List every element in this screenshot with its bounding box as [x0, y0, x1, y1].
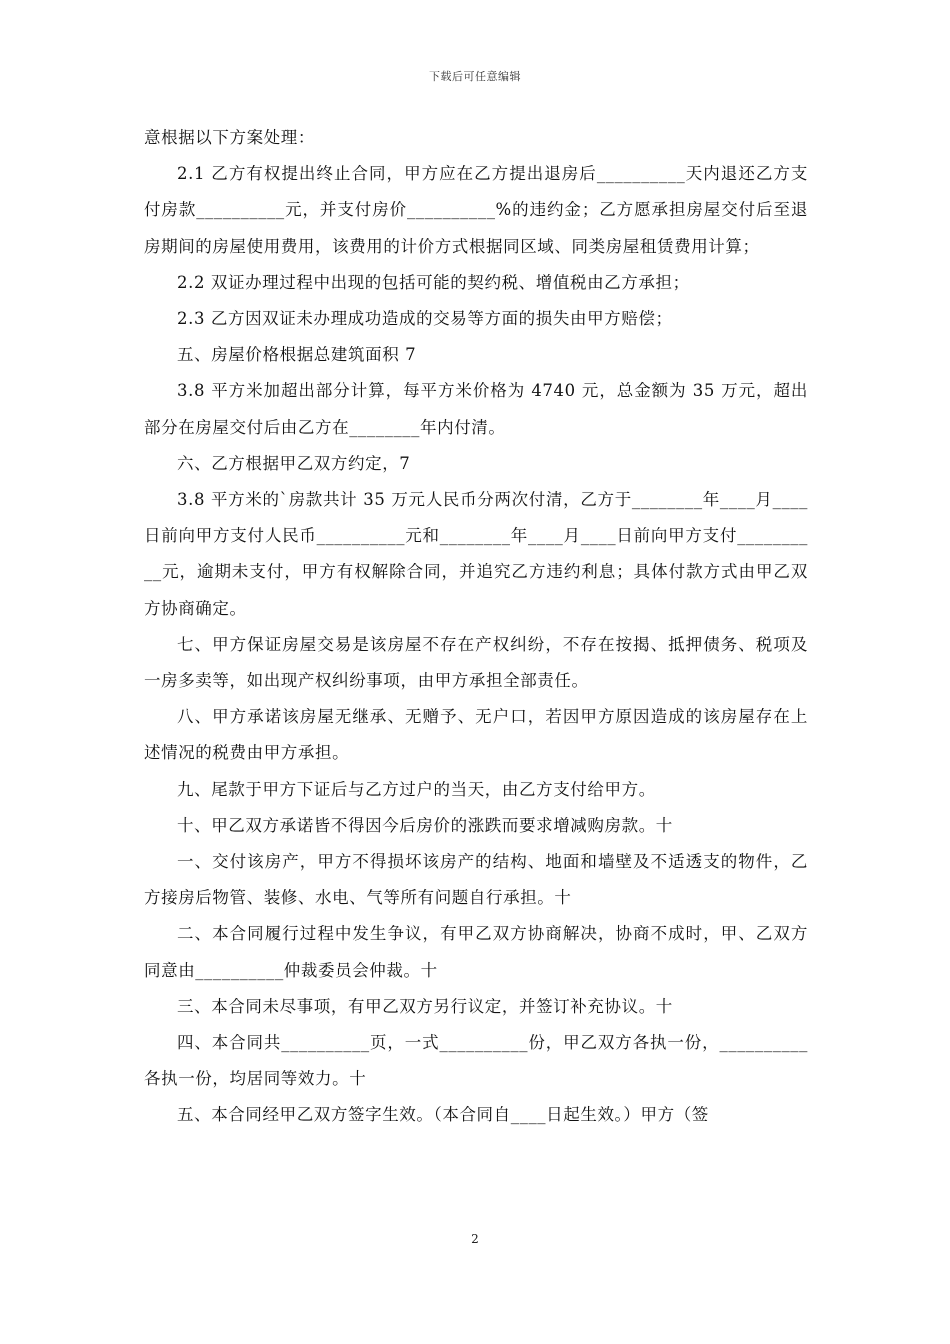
paragraph: 八、甲方承诺该房屋无继承、无赠予、无户口，若因甲方原因造成的该房屋存在上述情况的税费由甲方承担。 — [144, 707, 808, 763]
paragraph: 意根据以下方案处理： — [144, 128, 315, 147]
paragraph: 三、本合同未尽事项，有甲乙双方另行议定，并签订补充协议。十 — [177, 996, 673, 1016]
page-number: 2 — [471, 1232, 479, 1246]
paragraph: 五、房屋价格根据总建筑面积 7 — [177, 345, 417, 365]
paragraph: 二、本合同履行过程中发生争议，有甲乙双方协商解决，协商不成时，甲、乙双方同意由__________仲裁委员会仲裁。十 — [144, 924, 808, 980]
paragraph: 2.3 乙方因双证未办理成功造成的交易等方面的损失由甲方赔偿； — [177, 309, 673, 329]
paragraph: 十、甲乙双方承诺皆不得因今后房价的涨跌而要求增减购房款。十 — [177, 815, 673, 835]
paragraph: 五、本合同经甲乙双方签字生效。（本合同自____日起生效。）甲方（签 — [177, 1105, 709, 1125]
paragraph: 四、本合同共__________页，一式__________份，甲乙双方各执一份，__________各执一份，均居同等效力。十 — [144, 1033, 808, 1089]
paragraph: 六、乙方根据甲乙双方约定，7 — [177, 453, 411, 473]
paragraph: 一、交付该房产，甲方不得损坏该房产的结构、地面和墙壁及不适透支的物件，乙方接房后物管、装修、水电、气等所有问题自行承担。十 — [144, 852, 808, 908]
paragraph: 3.8 平方米加超出部分计算，每平方米价格为 4740 元，总金额为 35 万元，超出部分在房屋交付后由乙方在________年内付清。 — [144, 381, 808, 437]
paragraph: 2.1 乙方有权提出终止合同，甲方应在乙方提出退房后__________天内退还乙方支付房款__________元，并支付房价__________%的违约金；乙方愿承担房屋交付后至退房期间的房屋使用费用，该费用的计价方式根据同区域、同类房屋租赁费用计算； — [144, 164, 808, 256]
page-header: 下载后可任意编辑 — [429, 70, 521, 83]
paragraph: 七、甲方保证房屋交易是该房屋不存在产权纠纷，不存在按揭、抵押债务、税项及一房多卖等，如出现产权纠纷事项，由甲方承担全部责任。 — [144, 634, 808, 691]
document-body — [144, 120, 808, 1134]
paragraph: 3.8 平方米的`房款共计 35 万元人民币分两次付清，乙方于________年____月____日前向甲方支付人民币__________元和________年____月____日前向甲方支付__________元，逾期未支付，甲方有权解除合同，并追究乙方违约利息；具体付款方式由甲乙双方协商确定。 — [144, 490, 808, 618]
paragraph: 九、尾款于甲方下证后与乙方过户的当天，由乙方支付给甲方。 — [177, 779, 656, 799]
paragraph: 2.2 双证办理过程中出现的包括可能的契约税、增值税由乙方承担； — [177, 272, 690, 292]
